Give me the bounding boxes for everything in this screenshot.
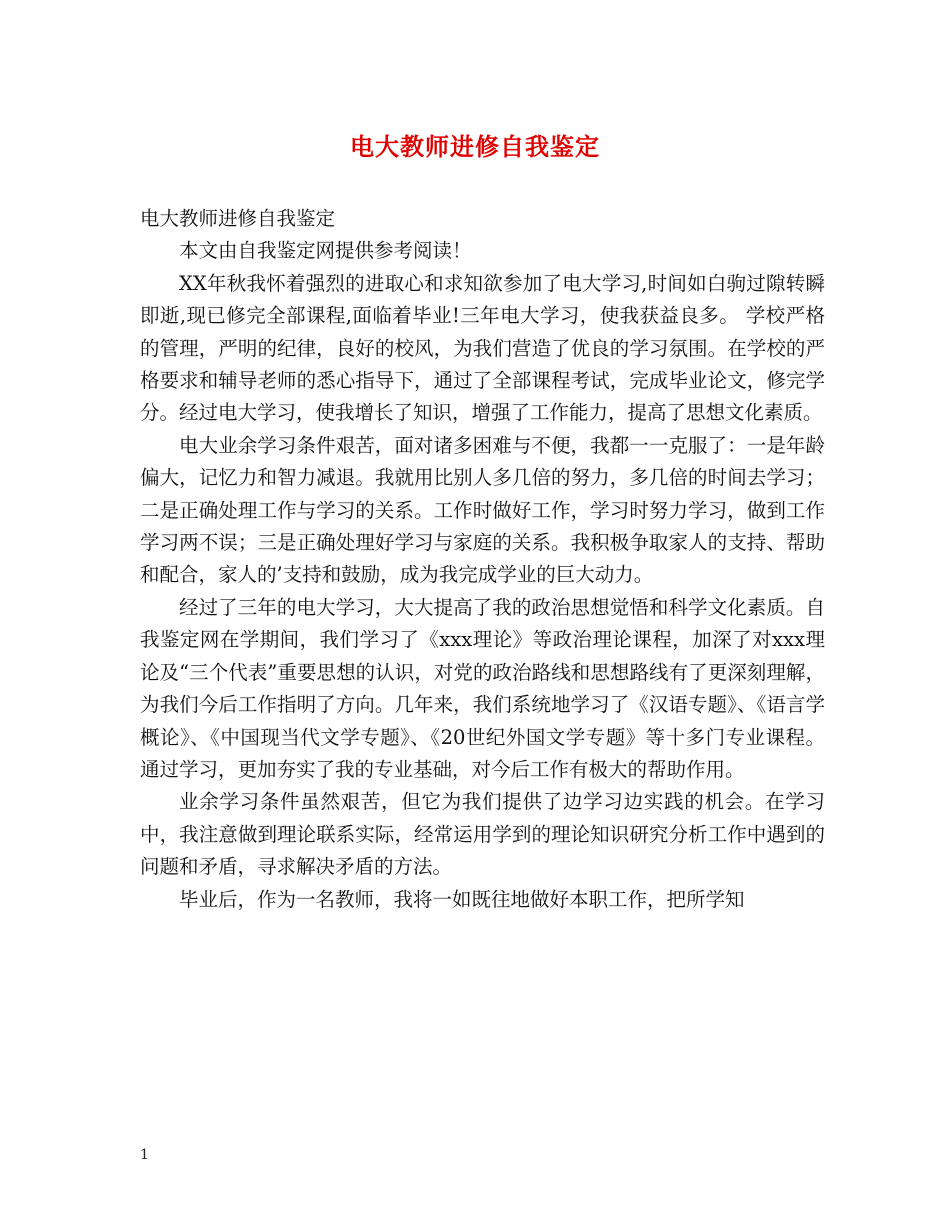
paragraph-political-and-professional-study: 经过了三年的电大学习，大大提高了我的政治思想觉悟和科学文化素质。自我鉴定网在学期间，我们学习了《xxx理论》等政治理论课程，加深了对xxx理论及“三个代表”重要思想的认识，对党的政治路线和思想路线有了更深刻理解，为我们今后工作指明了方向。几年来，我们系统地学习了《汉语专题》、《语言学概论》、《中国现当代文学专题》、《20世纪外国文学专题》等十多门专业课程。通过学习，更加夯实了我的专业基础，对今后工作有极大的帮助作用。 [140,595,825,781]
document-title: 电大教师进修自我鉴定 [350,132,600,161]
paragraph-study-summary: XX年秋我怀着强烈的进取心和求知欲参加了电大学习,时间如白驹过隙转瞬即逝,现已修完全部课程,面临着毕业!三年电大学习，使我获益良多。 学校严格的管理，严明的纪律，良好的校风，为我们营造了优良的学习氛围。在学校的严格要求和辅导老师的悉心指导下，通过了全部课程考试，完成毕业论文，修完学分。经过电大学习，使我增长了知识，增强了工作能力，提高了思想文化素质。 [140,271,825,425]
paragraph-overcoming-difficulties: 电大业余学习条件艰苦，面对诸多困难与不便，我都一一克服了：一是年龄偏大，记忆力和智力减退。我就用比别人多几倍的努力，多几倍的时间去学习；二是正确处理工作与学习的关系。工作时做好工作，学习时努力学习，做到工作学习两不误；三是正确处理好学习与家庭的关系。我积极争取家人的支持、帮助和配合，家人的’支持和鼓励，成为我完成学业的巨大动力。 [140,433,825,587]
paragraph-after-graduation: 毕业后，作为一名教师，我将一如既往地做好本职工作，把所学知 [179,887,745,911]
paragraph-source-note: 本文由自我鉴定网提供参考阅读！ [179,239,472,263]
page-number: 1 [140,1147,149,1163]
paragraph-theory-and-practice: 业余学习条件虽然艰苦，但它为我们提供了边学习边实践的机会。在学习中，我注意做到理论联系实际，经常运用学到的理论知识研究分析工作中遇到的问题和矛盾，寻求解决矛盾的方法。 [140,790,825,879]
document-heading: 电大教师进修自我鉴定 [140,207,336,230]
document-body [140,203,825,916]
